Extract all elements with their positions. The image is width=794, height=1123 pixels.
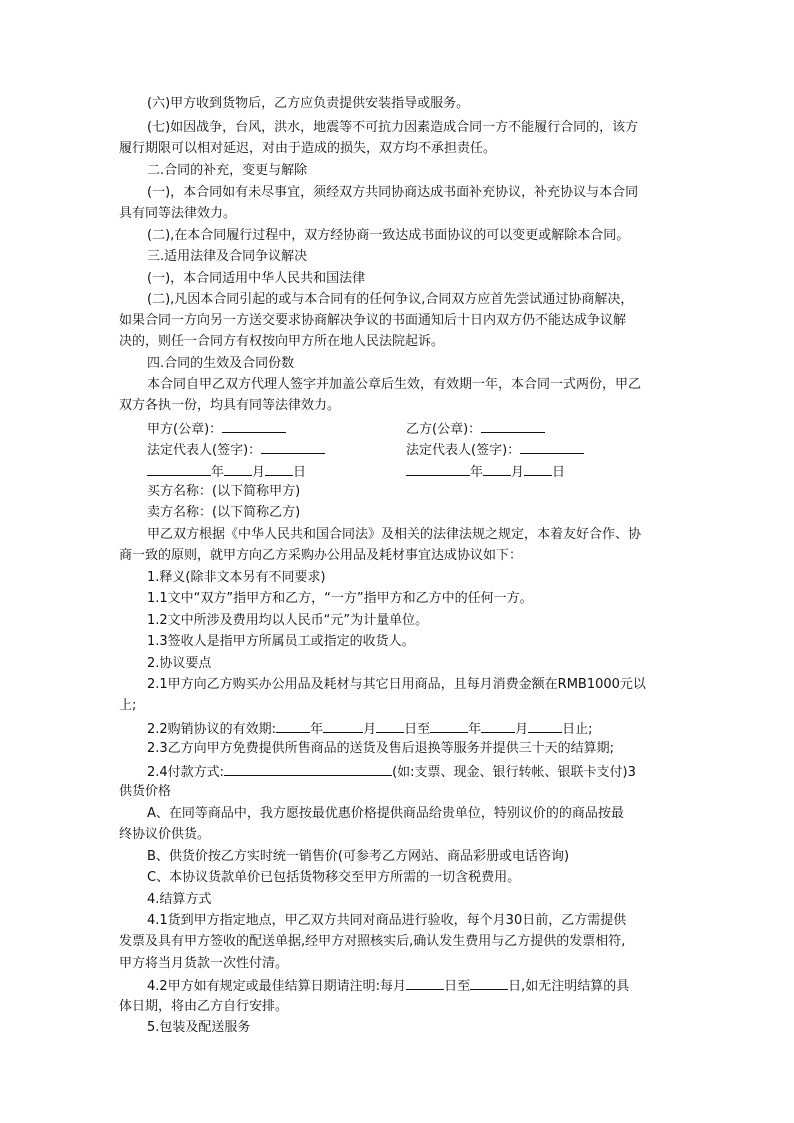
point-2-1: 2.1甲方向乙方购买办公用品及耗材与其它日用商品，且每月消费金额在RMB1000元以 <box>147 677 646 692</box>
settlement-4-2-cont: 体日期，将由乙方自行安排。 <box>119 999 289 1014</box>
pricing-a-cont: 终协议价供货。 <box>119 827 211 842</box>
section-3-item-1: (一)，本合同适用中华人民共和国法律 <box>147 271 366 286</box>
section-4-text-cont: 双方各执一份，均具有同等法律效力。 <box>119 398 341 413</box>
settlement-heading: 4.结算方式 <box>147 892 212 907</box>
settlement-note: 日,如无注明结算的具 <box>508 979 630 994</box>
settlement-4-2 <box>147 975 629 997</box>
party-a-date <box>147 461 306 483</box>
date-day-label: 日 <box>293 465 307 480</box>
buyer-name: 买方名称：(以下简称甲方) <box>147 484 301 499</box>
validity-month-label: 月 <box>363 722 377 737</box>
section-3-item-2-cont: 决的，则任一合同方有权按向甲方所在地人民法院起诉。 <box>119 334 445 349</box>
section-3-heading: 三.适用法律及合同争议解决 <box>147 249 308 264</box>
settlement-4-1-cont: 发票及具有甲方签收的配送单据,经甲方对照核实后,确认发生费用与乙方提供的发票相符, <box>119 934 626 949</box>
validity-label: 2.2购销协议的有效期: <box>147 722 277 737</box>
validity-end-day-blank[interactable] <box>528 718 562 733</box>
party-b-seal-label: 乙方(公章)： <box>406 422 482 437</box>
settlement-end-day-blank[interactable] <box>470 975 508 990</box>
definition-1-1: 1.1文中“双方”指甲方和乙方，“一方”指甲方和乙方中的任何一方。 <box>147 591 533 606</box>
date-year-blank[interactable] <box>406 461 470 476</box>
pricing-b: B、供货价按乙方实时统一销售价(可参考乙方网站、商品彩册或电话咨询) <box>147 849 570 864</box>
clause-7: (七)如因战争，台风，洪水，地震等不可抗力因素造成合同一方不能履行合同的，该方 <box>147 120 639 135</box>
section-3-item-2: (二),凡因本合同引起的或与本合同有的任何争议,合同双方应首先尝试通过协商解决， <box>147 292 634 307</box>
date-month-blank[interactable] <box>224 461 252 476</box>
date-month-label: 月 <box>252 465 266 480</box>
point-2-4 <box>147 761 636 783</box>
validity-end-month-blank[interactable] <box>481 718 515 733</box>
validity-start-year-blank[interactable] <box>276 718 310 733</box>
settlement-date-label: 4.2甲方如有规定或最佳结算日期请注明:每月 <box>147 979 407 994</box>
definition-1-3: 1.3签收人是指甲方所属员工或指定的收货人。 <box>147 634 415 649</box>
agreement-intro-cont: 商一致的原则，就甲方向乙方采购办公用品及耗材事宜达成协议如下： <box>119 548 523 563</box>
section-2-item-2: (二),在本合同履行过程中，双方经协商一致达成书面协议的可以变更或解除本合同。 <box>147 228 630 243</box>
section-2-item-1: (一)，本合同如有未尽事宜，须经双方共同协商达成书面补充协议，补充协议与本合同 <box>147 185 639 200</box>
point-2-1-cont: 上; <box>119 698 137 713</box>
point-2-3: 2.3乙方向甲方免费提供所售商品的送货及售后退换等服务并提供三十天的结算期; <box>147 741 615 756</box>
date-day-blank[interactable] <box>524 461 552 476</box>
date-year-label: 年 <box>211 465 225 480</box>
party-b-seal <box>406 418 545 440</box>
date-year-blank[interactable] <box>147 461 211 476</box>
section-2-heading: 二.合同的补充，变更与解除 <box>147 163 308 178</box>
payment-method-blank[interactable] <box>224 761 392 776</box>
party-a-rep-blank[interactable] <box>261 439 325 454</box>
clause-7-cont: 履行期限可以相对延迟，对由于造成的损失，双方均不承担责任。 <box>119 141 497 156</box>
party-b-date <box>406 461 565 483</box>
validity-month-label: 月 <box>515 722 529 737</box>
agreement-intro: 甲乙双方根据《中华人民共和国合同法》及相关的法律法规之规定，本着友好合作、协 <box>147 527 642 542</box>
party-b-rep-blank[interactable] <box>520 439 584 454</box>
clause-6: (六)甲方收到货物后，乙方应负责提供安装指导或服务。 <box>147 96 470 111</box>
settlement-start-day-blank[interactable] <box>406 975 444 990</box>
pricing-heading: 供货价格 <box>119 784 172 799</box>
party-a-seal-label: 甲方(公章)： <box>147 422 223 437</box>
date-month-blank[interactable] <box>483 461 511 476</box>
date-day-label: 日 <box>552 465 566 480</box>
date-month-label: 月 <box>511 465 525 480</box>
validity-end-year-blank[interactable] <box>430 718 468 733</box>
date-day-blank[interactable] <box>265 461 293 476</box>
validity-from-label: 日至 <box>404 722 431 737</box>
validity-year-label: 年 <box>310 722 324 737</box>
party-b-rep <box>406 439 584 461</box>
seller-name: 卖方名称：(以下简称乙方) <box>147 505 301 520</box>
party-b-seal-blank[interactable] <box>481 418 545 433</box>
section-2-item-1-cont: 具有同等法律效力。 <box>119 206 237 221</box>
definition-1-2: 1.2文中所涉及费用均以人民币“元”为计量单位。 <box>147 613 429 628</box>
validity-year-label: 年 <box>468 722 482 737</box>
section-4-text: 本合同自甲乙双方代理人签字并加盖公章后生效，有效期一年，本合同一式两份，甲乙 <box>147 377 642 392</box>
party-a-seal-blank[interactable] <box>222 418 286 433</box>
settlement-4-1-cont: 甲方将当月货款一次性付清。 <box>119 956 289 971</box>
party-a-rep-label: 法定代表人(签字)： <box>147 443 262 458</box>
date-year-label: 年 <box>470 465 484 480</box>
section-4-heading: 四.合同的生效及合同份数 <box>147 356 295 371</box>
packaging-heading: 5.包装及配送服务 <box>147 1020 251 1035</box>
settlement-to-label: 日至 <box>444 979 471 994</box>
party-b-rep-label: 法定代表人(签字)： <box>406 443 521 458</box>
validity-start-month-blank[interactable] <box>323 718 363 733</box>
settlement-4-1: 4.1货到甲方指定地点，甲乙双方共同对商品进行验收，每个月30日前，乙方需提供 <box>147 913 627 928</box>
point-2-2 <box>147 718 593 740</box>
validity-end-label: 日止; <box>562 722 593 737</box>
payment-label: 2.4付款方式: <box>147 765 225 780</box>
payment-options: (如:支票、现金、银行转帐、银联卡支付)3 <box>392 765 636 780</box>
section-3-item-2-cont: 如果合同一方向另一方送交要求协商解决争议的书面通知后十日内双方仍不能达成争议解 <box>119 313 627 328</box>
agreement-points-heading: 2.协议要点 <box>147 656 212 671</box>
pricing-a: A、在同等商品中，我方愿按最优惠价格提供商品给贵单位，特别议价的的商品按最 <box>147 806 624 821</box>
party-a-seal <box>147 418 286 440</box>
pricing-c: C、本协议货款单价已包括货物移交至甲方所需的一切含税费用。 <box>147 870 521 885</box>
party-a-rep <box>147 439 325 461</box>
validity-start-day-blank[interactable] <box>376 718 404 733</box>
definitions-heading: 1.释义(除非文本另有不同要求) <box>147 570 326 585</box>
